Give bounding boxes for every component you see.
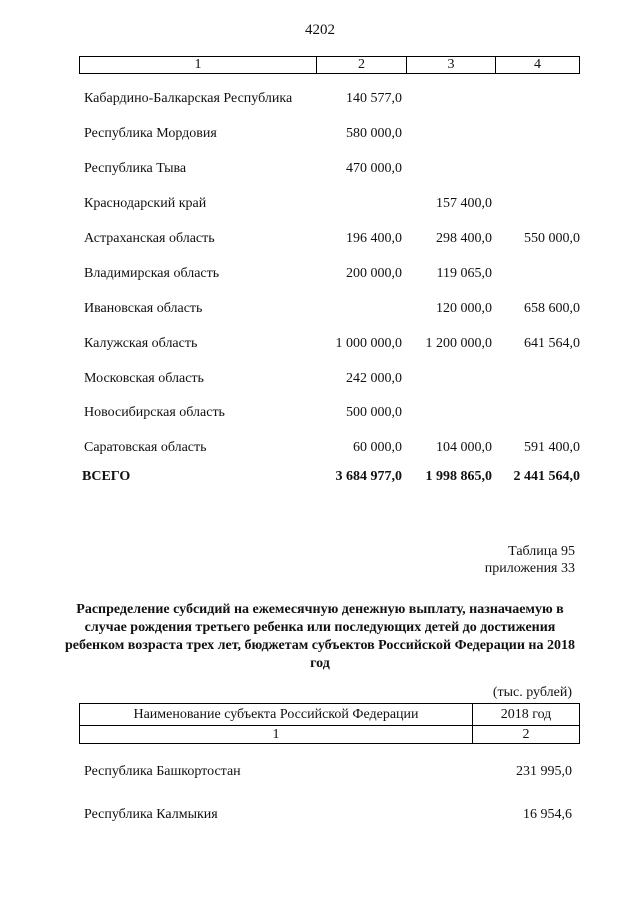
region-name: Краснодарский край xyxy=(84,196,207,211)
table-number: Таблица 95 xyxy=(508,544,575,559)
value-2018: 16 954,6 xyxy=(523,807,572,822)
region-name: Республика Мордовия xyxy=(84,126,217,141)
value-2018: 231 995,0 xyxy=(516,764,572,779)
value-col4: 658 600,0 xyxy=(524,301,580,316)
table-row xyxy=(0,266,640,286)
table1-header xyxy=(79,56,580,74)
value-col3: 104 000,0 xyxy=(436,440,492,455)
col-header-name: Наименование субъекта Российской Федерации xyxy=(80,704,473,726)
table-row xyxy=(0,91,640,111)
table-row xyxy=(0,807,640,827)
value-col2: 196 400,0 xyxy=(346,231,402,246)
table95-header xyxy=(79,703,580,744)
col-header-year: 2018 год xyxy=(473,704,580,726)
region-name: Московская область xyxy=(84,371,204,386)
region-name: Республика Башкортостан xyxy=(84,764,241,779)
table-row xyxy=(0,126,640,146)
total-col4: 2 441 564,0 xyxy=(513,469,580,484)
col-number-2: 2 xyxy=(473,726,580,744)
col-header-3: 3 xyxy=(407,57,496,74)
value-col4: 550 000,0 xyxy=(524,231,580,246)
value-col2: 242 000,0 xyxy=(346,371,402,386)
value-col2: 60 000,0 xyxy=(353,440,402,455)
value-col2: 500 000,0 xyxy=(346,405,402,420)
region-name: Саратовская область xyxy=(84,440,207,455)
value-col2: 470 000,0 xyxy=(346,161,402,176)
value-col2: 200 000,0 xyxy=(346,266,402,281)
region-name: Ивановская область xyxy=(84,301,203,316)
value-col2: 580 000,0 xyxy=(346,126,402,141)
table-row xyxy=(0,371,640,391)
value-col2: 140 577,0 xyxy=(346,91,402,106)
col-header-2: 2 xyxy=(317,57,407,74)
table-row xyxy=(0,336,640,356)
value-col3: 120 000,0 xyxy=(436,301,492,316)
region-name: Новосибирская область xyxy=(84,405,225,420)
table-row xyxy=(0,301,640,321)
region-name: Республика Тыва xyxy=(84,161,187,176)
value-col3: 157 400,0 xyxy=(436,196,492,211)
table-row xyxy=(0,196,640,216)
value-col3: 298 400,0 xyxy=(436,231,492,246)
col-number-1: 1 xyxy=(80,726,473,744)
value-col3: 1 200 000,0 xyxy=(425,336,492,351)
region-name: Республика Калмыкия xyxy=(84,807,218,822)
units-label: (тыс. рублей) xyxy=(492,685,572,700)
table-title: Распределение субсидий на ежемесячную денежную выплату, назначаемую в случае рождения третьего ребенка или последующих детей до достижения ребенком возраста трех лет, бюджетам субъектов Российской Федерации на 2018 год xyxy=(65,602,575,671)
col-header-1: 1 xyxy=(80,57,317,74)
page-number: 4202 xyxy=(305,22,335,38)
total-row xyxy=(0,469,640,489)
region-name: Астраханская область xyxy=(84,231,215,246)
total-col2: 3 684 977,0 xyxy=(335,469,402,484)
value-col3: 119 065,0 xyxy=(436,266,492,281)
region-name: Владимирская область xyxy=(84,266,220,281)
col-header-4: 4 xyxy=(496,57,580,74)
table-reference xyxy=(485,543,575,577)
region-name: Кабардино-Балкарская Республика xyxy=(84,91,293,106)
table-row xyxy=(0,440,640,460)
value-col2: 1 000 000,0 xyxy=(335,336,402,351)
table-row xyxy=(0,405,640,425)
table-row xyxy=(0,764,640,784)
total-label: ВСЕГО xyxy=(82,469,131,484)
region-name: Калужская область xyxy=(84,336,198,351)
table-row xyxy=(0,161,640,181)
appendix-number: приложения 33 xyxy=(484,561,575,576)
value-col4: 591 400,0 xyxy=(524,440,580,455)
value-col4: 641 564,0 xyxy=(524,336,580,351)
table-row xyxy=(0,231,640,251)
total-col3: 1 998 865,0 xyxy=(425,469,492,484)
